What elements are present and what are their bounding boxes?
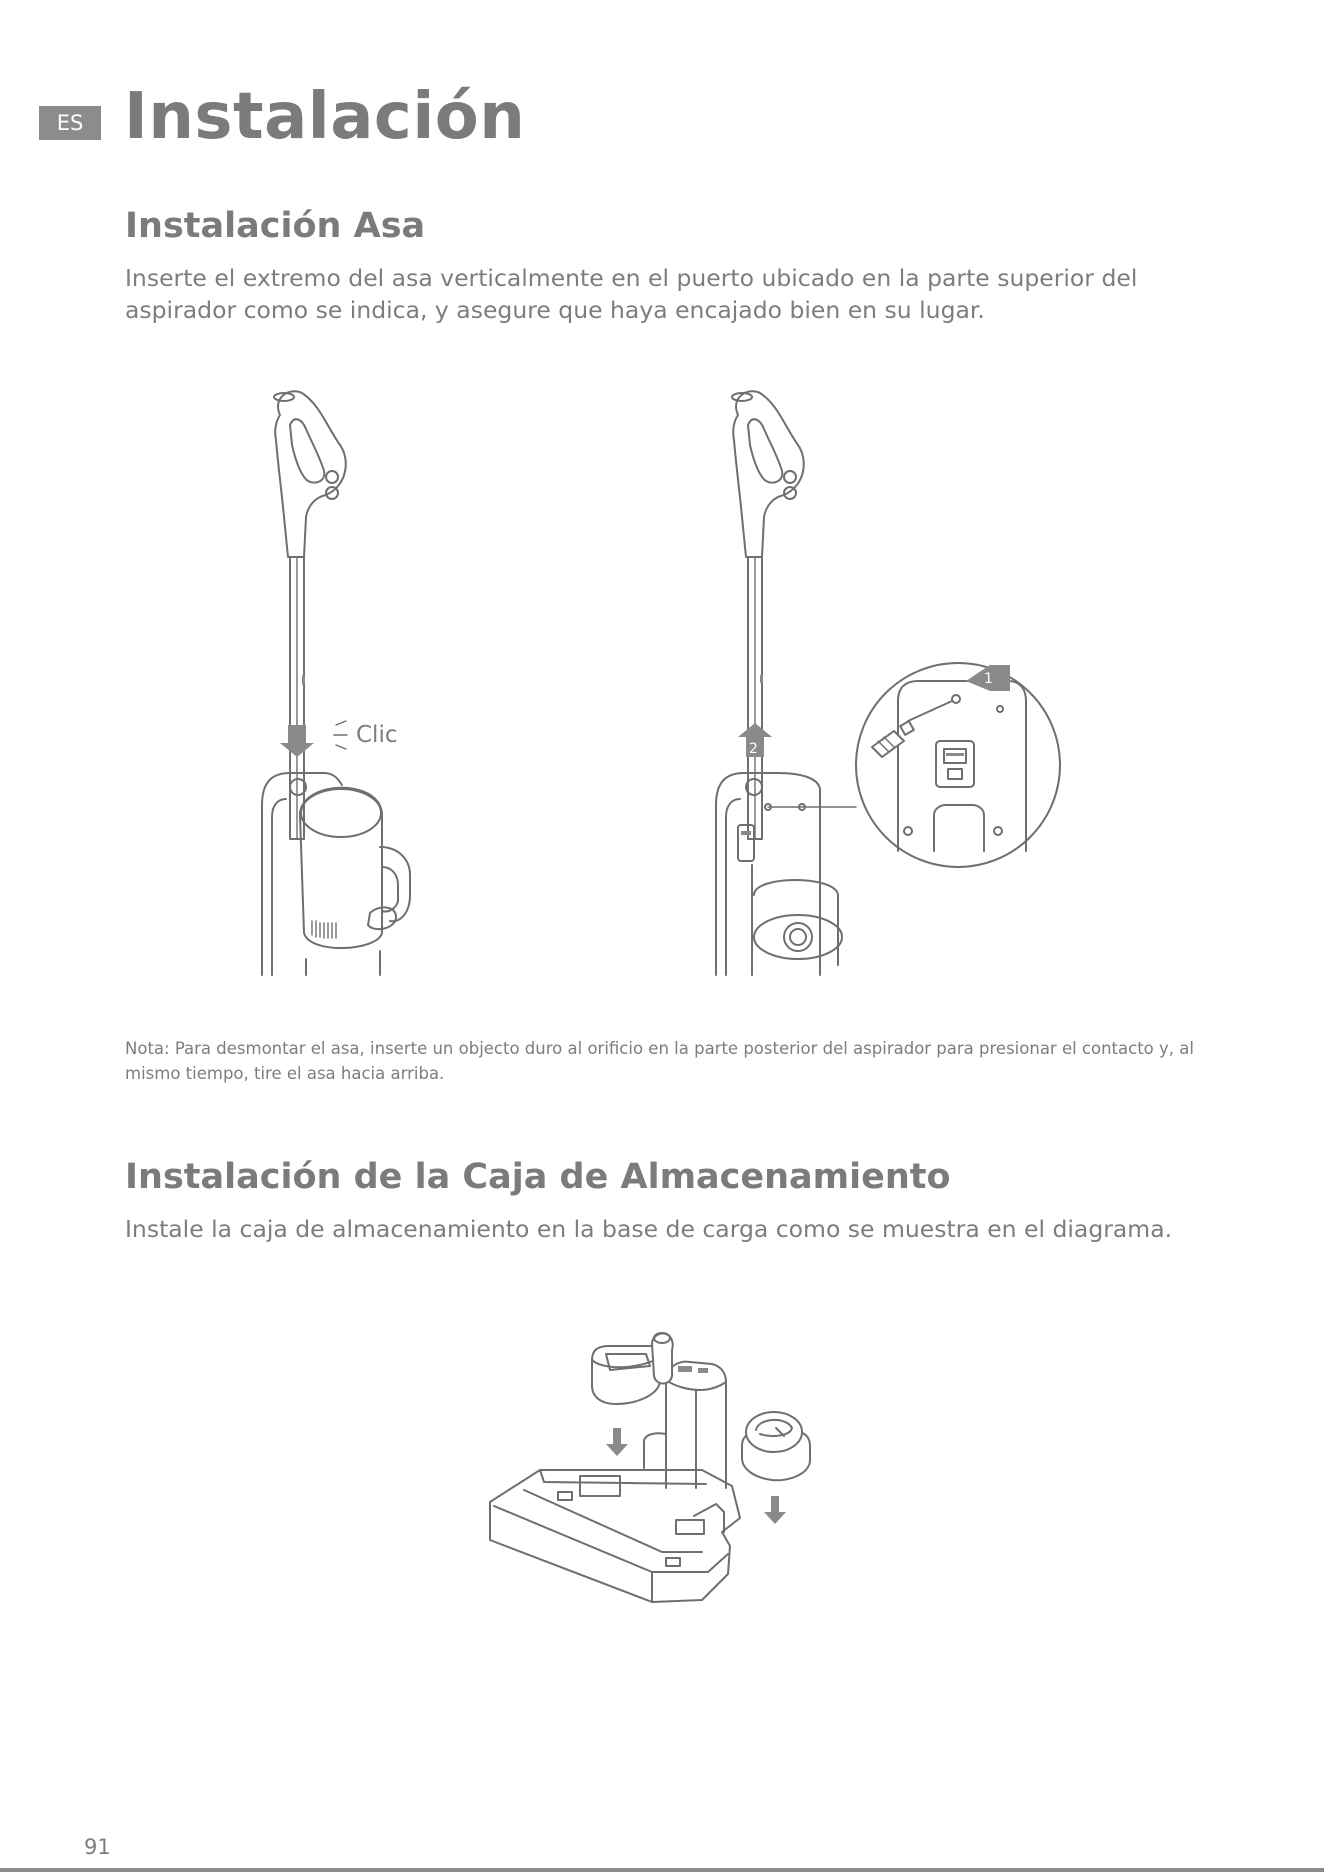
section-title-storage: Instalación de la Caja de Almacenamiento [125, 1157, 951, 1197]
arrow-down-icon [606, 1428, 628, 1456]
arrow-down-icon [280, 725, 314, 757]
click-sound-icon [334, 721, 347, 749]
handle-insert-illustration [250, 385, 440, 975]
section-text-storage: Instale la caja de almacenamiento en la base de carga como se muestra en el diagrama. [125, 1215, 1173, 1243]
step-two-label: 2 [749, 741, 758, 757]
note-text: Nota: Para desmontar el asa, inserte un objecto duro al orificio en la parte posterior del aspirador para presionar el contacto y, al mismo tiempo, tire el asa hacia arriba. [125, 1039, 1194, 1083]
section-text-handle: Inserte el extremo del asa verticalmente en el puerto ubicado en la parte superior del aspirador como se indica, y asegure que haya encajado bien en su lugar. [125, 264, 1138, 324]
bottom-rule [0, 1868, 1324, 1872]
page-title: Instalación [124, 80, 526, 154]
handle-remove-illustration [708, 385, 1068, 975]
click-label: Clic [356, 722, 398, 748]
step-one-label: 1 [984, 671, 993, 687]
arrow-down-icon [764, 1496, 786, 1524]
page-number: 91 [84, 1835, 111, 1859]
screwdriver-icon [872, 701, 952, 757]
section-title-handle: Instalación Asa [125, 206, 426, 246]
language-badge: ES [39, 106, 101, 140]
storage-box-illustration [480, 1320, 830, 1620]
